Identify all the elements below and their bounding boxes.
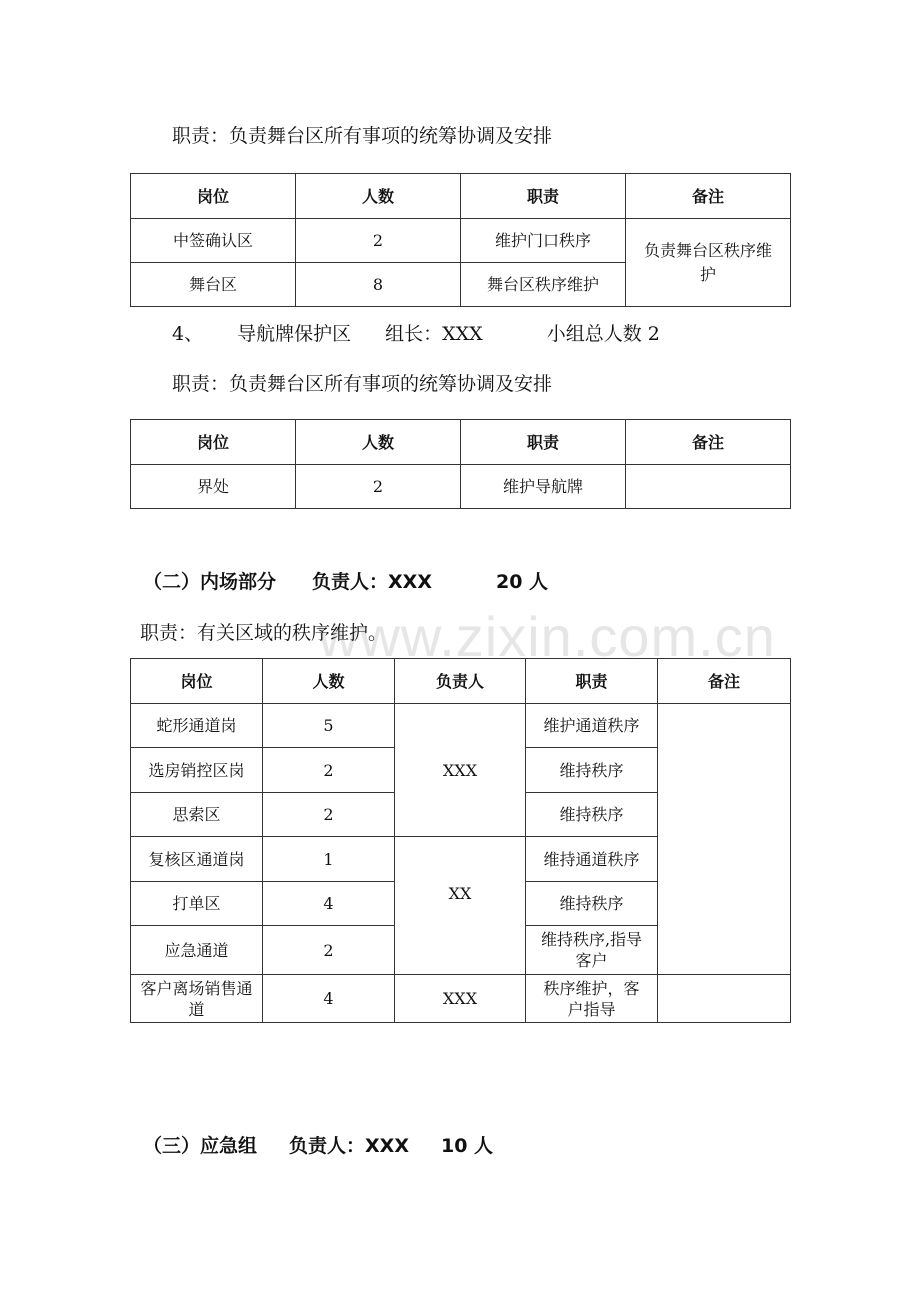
watermark: www.zixin.com.cn xyxy=(318,605,776,668)
post-cell: 界处 xyxy=(131,465,296,509)
header-cell: 岗位 xyxy=(131,659,263,704)
header-cell: 职责 xyxy=(461,420,626,465)
table-header-row xyxy=(131,174,791,219)
part2-people: 20 人 xyxy=(495,571,549,593)
part3-leader: 负责人：XXX xyxy=(289,1135,409,1157)
header-cell: 负责人 xyxy=(395,659,526,704)
post-cell: 选房销控区岗 xyxy=(131,748,263,793)
post-cell: 应急通道 xyxy=(131,926,263,975)
duty-cell: 秩序维护，客户指导 xyxy=(526,975,658,1023)
count-cell: 8 xyxy=(296,263,461,307)
part3-title: （三）应急组 xyxy=(143,1135,258,1157)
leader-cell: XXX xyxy=(395,704,526,837)
table-row xyxy=(131,465,791,509)
table-row xyxy=(131,975,791,1023)
section2-name: 导航牌保护区 xyxy=(237,323,352,345)
header-cell: 岗位 xyxy=(131,420,296,465)
post-cell: 舞台区 xyxy=(131,263,296,307)
table-header-row xyxy=(131,659,791,704)
duty-cell: 舞台区秩序维护 xyxy=(461,263,626,307)
duty-cell: 维护导航牌 xyxy=(461,465,626,509)
post-cell: 中签确认区 xyxy=(131,219,296,263)
duty-cell: 维护通道秩序 xyxy=(526,704,658,748)
count-cell: 1 xyxy=(263,837,395,882)
duty-cell: 维护门口秩序 xyxy=(461,219,626,263)
section1-duty: 职责：负责舞台区所有事项的统筹协调及安排 xyxy=(172,125,553,147)
count-cell: 2 xyxy=(263,748,395,793)
post-cell: 打单区 xyxy=(131,882,263,926)
part2-leader: 负责人：XXX xyxy=(312,571,432,593)
post-cell: 复核区通道岗 xyxy=(131,837,263,882)
section2-duty: 职责：负责舞台区所有事项的统筹协调及安排 xyxy=(172,373,553,395)
part2-title: （二）内场部分 xyxy=(143,571,277,593)
header-cell: 职责 xyxy=(461,174,626,219)
leader-cell: XXX xyxy=(395,975,526,1023)
count-cell: 4 xyxy=(263,882,395,926)
post-cell: 蛇形通道岗 xyxy=(131,704,263,748)
count-cell: 5 xyxy=(263,704,395,748)
header-cell: 备注 xyxy=(658,659,791,704)
part2-table xyxy=(130,658,791,1023)
leader-cell: XX xyxy=(395,837,526,975)
note-cell xyxy=(626,465,791,509)
duty-cell: 维持通道秩序 xyxy=(526,837,658,882)
header-cell: 职责 xyxy=(526,659,658,704)
duty-cell: 维持秩序 xyxy=(526,748,658,793)
table-header-row xyxy=(131,420,791,465)
count-cell: 2 xyxy=(263,793,395,837)
note-cell: 负责舞台区秩序维护 xyxy=(626,219,791,307)
section2-table xyxy=(130,419,791,509)
post-cell: 客户离场销售通道 xyxy=(131,975,263,1023)
section2-leader: 组长：XXX xyxy=(385,323,483,345)
section2-number: 4、 xyxy=(172,323,204,345)
part2-heading xyxy=(143,570,548,594)
section2-total: 小组总人数 2 xyxy=(546,323,660,345)
section1-table xyxy=(130,173,791,307)
duty-cell: 维持秩序 xyxy=(526,882,658,926)
duty-cell: 维持秩序 xyxy=(526,793,658,837)
table-row xyxy=(131,704,791,748)
section2-heading xyxy=(172,322,660,346)
table-row xyxy=(131,219,791,263)
note-cell xyxy=(658,704,791,975)
part2-duty: 职责：有关区域的秩序维护。 xyxy=(140,622,388,644)
header-cell: 人数 xyxy=(296,420,461,465)
note-cell xyxy=(658,975,791,1023)
count-cell: 2 xyxy=(296,465,461,509)
post-cell: 思索区 xyxy=(131,793,263,837)
count-cell: 2 xyxy=(296,219,461,263)
count-cell: 2 xyxy=(263,926,395,975)
header-cell: 人数 xyxy=(296,174,461,219)
part3-heading xyxy=(143,1134,493,1158)
header-cell: 岗位 xyxy=(131,174,296,219)
header-cell: 人数 xyxy=(263,659,395,704)
part3-people: 10 人 xyxy=(440,1135,494,1157)
header-cell: 备注 xyxy=(626,420,791,465)
header-cell: 备注 xyxy=(626,174,791,219)
duty-cell: 维持秩序,指导客户 xyxy=(526,926,658,975)
count-cell: 4 xyxy=(263,975,395,1023)
